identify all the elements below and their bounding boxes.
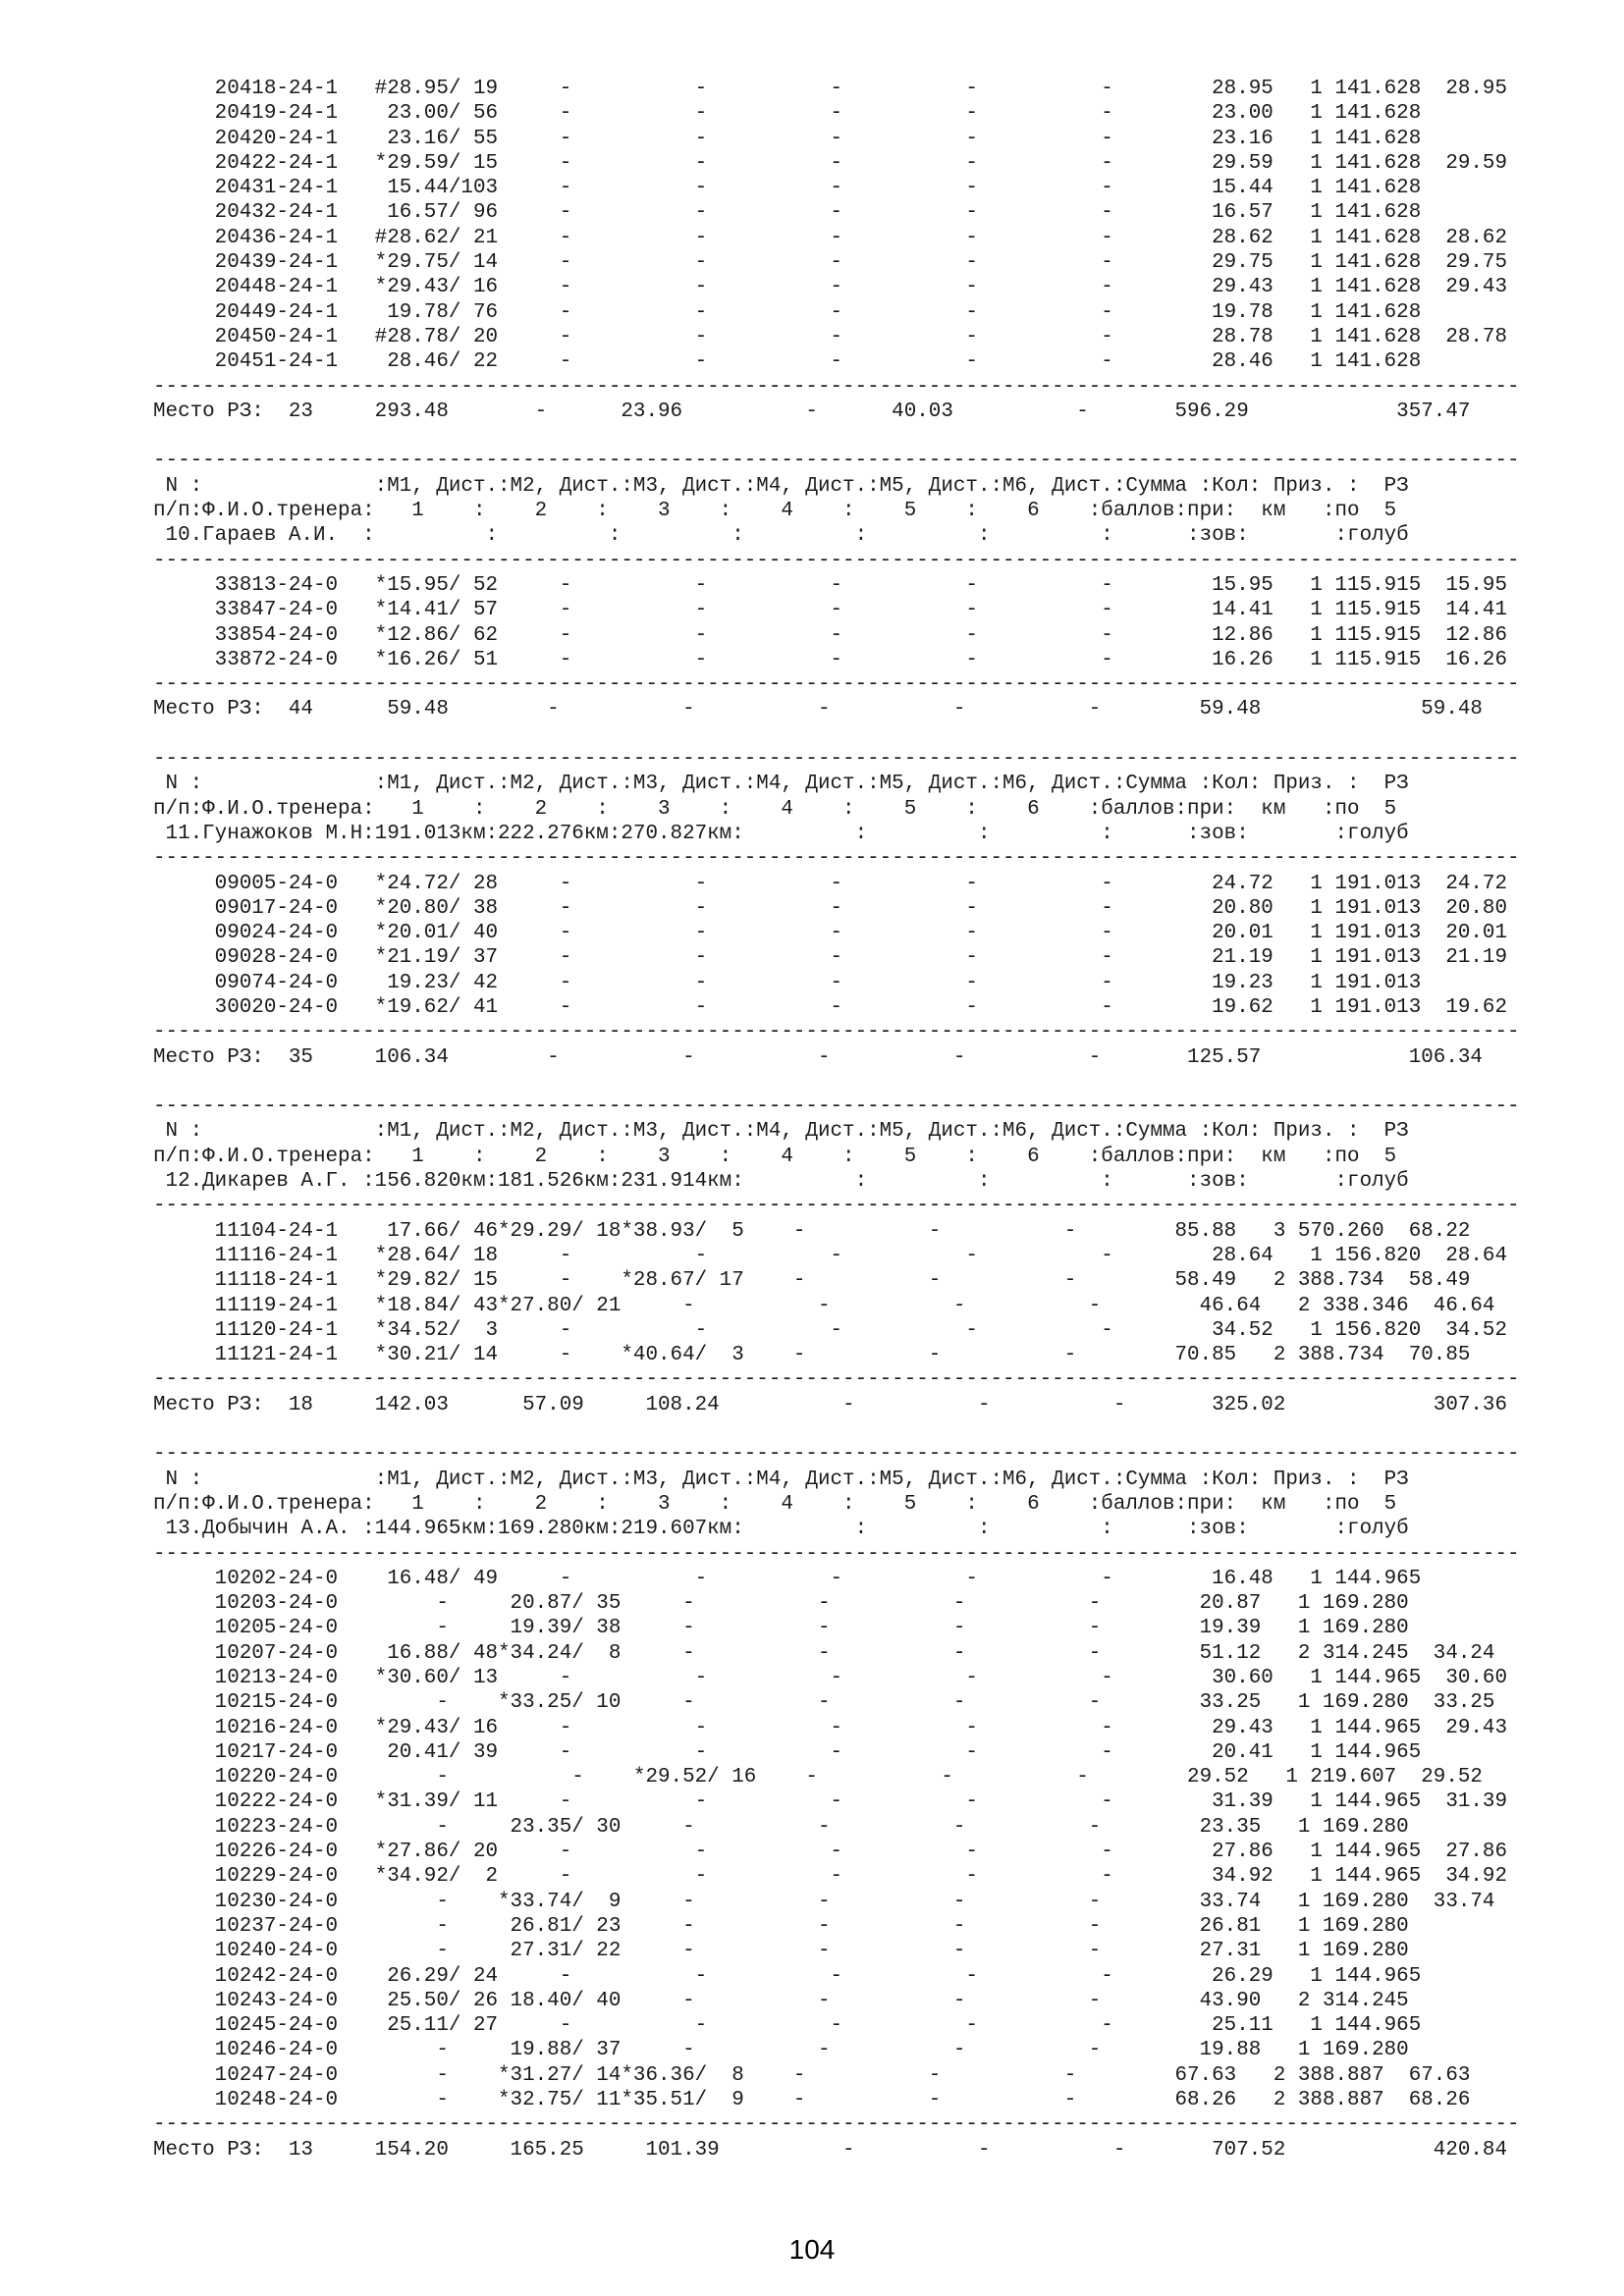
result-row: 10229-24-0 *34.92/ 2 - - - - - 34.92 1 144.965 34.92 xyxy=(153,1865,1508,1889)
result-row: 10213-24-0 *30.60/ 13 - - - - - 30.60 1 144.965 30.60 xyxy=(153,1667,1508,1689)
coach-header-row: 12.Дикарев А.Г. :156.820км:181.526км:231.914км: : : : :зов: :голуб xyxy=(153,1170,1409,1194)
table-header-row: п/п:Ф.И.О.тренера: 1 : 2 : 3 : 4 : 5 : 6 :баллов:при: км :по 5 xyxy=(153,797,1397,821)
result-row: 10220-24-0 - - *29.52/ 16 - - - 29.52 1 219.607 29.52 xyxy=(153,1766,1483,1789)
result-row: 10216-24-0 *29.43/ 16 - - - - - 29.43 1 144.965 29.43 xyxy=(153,1716,1508,1739)
result-row: 10223-24-0 - 23.35/ 30 - - - - 23.35 1 169.280 xyxy=(153,1815,1409,1839)
result-row: 20449-24-1 19.78/ 76 - - - - - 19.78 1 141.628 xyxy=(153,300,1422,324)
result-row: 20448-24-1 *29.43/ 16 - - - - - 29.43 1 141.628 29.43 xyxy=(153,276,1508,299)
result-row: 10240-24-0 - 27.31/ 22 - - - - 27.31 1 169.280 xyxy=(153,1940,1409,1963)
result-row: 11118-24-1 *29.82/ 15 - *28.67/ 17 - - - 58.49 2 388.734 58.49 xyxy=(153,1269,1471,1293)
result-row: 30020-24-0 *19.62/ 41 - - - - - 19.62 1 191.013 19.62 xyxy=(153,995,1508,1019)
table-header-row: п/п:Ф.И.О.тренера: 1 : 2 : 3 : 4 : 5 : 6 :баллов:при: км :по 5 xyxy=(153,500,1397,523)
result-row: 20451-24-1 28.46/ 22 - - - - - 28.46 1 141.628 xyxy=(153,350,1422,374)
result-row: 10205-24-0 - 19.39/ 38 - - - - 19.39 1 169.280 xyxy=(153,1617,1409,1640)
result-row: 11119-24-1 *18.84/ 43*27.80/ 21 - - - - 46.64 2 338.346 46.64 xyxy=(153,1294,1495,1317)
result-row: 09017-24-0 *20.80/ 38 - - - - - 20.80 1 191.013 20.80 xyxy=(153,896,1508,920)
result-row: 09028-24-0 *21.19/ 37 - - - - - 21.19 1 191.013 21.19 xyxy=(153,946,1508,970)
result-row: 20432-24-1 16.57/ 96 - - - - - 16.57 1 141.628 xyxy=(153,201,1422,225)
table-header-row: п/п:Ф.И.О.тренера: 1 : 2 : 3 : 4 : 5 : 6 :баллов:при: км :по 5 xyxy=(153,1492,1397,1516)
summary-row: Место РЗ: 44 59.48 - - - - - 59.48 59.48 xyxy=(153,698,1483,721)
result-row: 10202-24-0 16.48/ 49 - - - - - 16.48 1 144.965 xyxy=(153,1567,1422,1590)
separator-line: --------------------------------------------------------------------------------------------------------------- xyxy=(153,2113,1520,2137)
result-row: 10226-24-0 *27.86/ 20 - - - - - 27.86 1 144.965 27.86 xyxy=(153,1841,1508,1864)
summary-row: Место РЗ: 35 106.34 - - - - - 125.57 106.34 xyxy=(153,1045,1483,1069)
result-row: 09074-24-0 19.23/ 42 - - - - - 19.23 1 191.013 xyxy=(153,971,1422,994)
result-row: 11121-24-1 *30.21/ 14 - *40.64/ 3 - - - 70.85 2 388.734 70.85 xyxy=(153,1344,1471,1367)
separator-line: --------------------------------------------------------------------------------------------------------------- xyxy=(153,847,1520,871)
separator-line: --------------------------------------------------------------------------------------------------------------- xyxy=(153,375,1520,399)
result-row: 10207-24-0 16.88/ 48*34.24/ 8 - - - - 51.12 2 314.245 34.24 xyxy=(153,1641,1495,1665)
result-row: 10246-24-0 - 19.88/ 37 - - - - 19.88 1 169.280 xyxy=(153,2039,1409,2062)
result-row: 33872-24-0 *16.26/ 51 - - - - - 16.26 1 115.915 16.26 xyxy=(153,648,1508,671)
result-row: 10247-24-0 - *31.27/ 14*36.36/ 8 - - - 67.63 2 388.887 67.63 xyxy=(153,2063,1471,2087)
separator-line: --------------------------------------------------------------------------------------------------------------- xyxy=(153,1368,1520,1392)
result-row: 10215-24-0 - *33.25/ 10 - - - - 33.25 1 169.280 33.25 xyxy=(153,1691,1495,1715)
coach-header-row: 10.Гараев А.И. : : : : : : : :зов: :голуб xyxy=(153,524,1409,548)
table-header-row: N : :М1, Дист.:М2, Дист.:М3, Дист.:М4, Дист.:М5, Дист.:М6, Дист.:Сумма :Кол: Приз. : РЗ xyxy=(153,1120,1409,1144)
result-row: 10217-24-0 20.41/ 39 - - - - - 20.41 1 144.965 xyxy=(153,1740,1422,1764)
result-row: 20431-24-1 15.44/103 - - - - - 15.44 1 141.628 xyxy=(153,177,1422,200)
separator-line: --------------------------------------------------------------------------------------------------------------- xyxy=(153,1542,1520,1566)
blank-line xyxy=(153,722,1528,747)
blank-line xyxy=(153,1417,1528,1442)
result-row: 10230-24-0 - *33.74/ 9 - - - - 33.74 1 169.280 33.74 xyxy=(153,1890,1495,1913)
result-row: 11120-24-1 *34.52/ 3 - - - - - 34.52 1 156.820 34.52 xyxy=(153,1318,1508,1342)
summary-row: Место РЗ: 23 293.48 - 23.96 - 40.03 - 596.29 357.47 xyxy=(153,400,1471,423)
result-row: 20420-24-1 23.16/ 55 - - - - - 23.16 1 141.628 xyxy=(153,127,1422,150)
result-row: 10248-24-0 - *32.75/ 11*35.51/ 9 - - - 68.26 2 388.887 68.26 xyxy=(153,2089,1471,2112)
blank-line xyxy=(153,424,1528,449)
separator-line: --------------------------------------------------------------------------------------------------------------- xyxy=(153,673,1520,697)
result-row: 20439-24-1 *29.75/ 14 - - - - - 29.75 1 141.628 29.75 xyxy=(153,251,1508,275)
result-row: 10203-24-0 - 20.87/ 35 - - - - 20.87 1 169.280 xyxy=(153,1592,1409,1616)
result-row: 33854-24-0 *12.86/ 62 - - - - - 12.86 1 115.915 12.86 xyxy=(153,623,1508,647)
table-header-row: N : :М1, Дист.:М2, Дист.:М3, Дист.:М4, Дист.:М5, Дист.:М6, Дист.:Сумма :Кол: Приз. : РЗ xyxy=(153,474,1409,498)
result-row: 20418-24-1 #28.95/ 19 - - - - - 28.95 1 141.628 28.95 xyxy=(153,78,1508,100)
result-row: 10237-24-0 - 26.81/ 23 - - - - 26.81 1 169.280 xyxy=(153,1914,1409,1938)
result-row: 09024-24-0 *20.01/ 40 - - - - - 20.01 1 191.013 20.01 xyxy=(153,922,1508,945)
result-row: 10243-24-0 25.50/ 26 18.40/ 40 - - - - 43.90 2 314.245 xyxy=(153,1989,1409,2012)
separator-line: --------------------------------------------------------------------------------------------------------------- xyxy=(153,1095,1520,1119)
table-header-row: п/п:Ф.И.О.тренера: 1 : 2 : 3 : 4 : 5 : 6 :баллов:при: км :по 5 xyxy=(153,1145,1397,1168)
result-row: 09005-24-0 *24.72/ 28 - - - - - 24.72 1 191.013 24.72 xyxy=(153,872,1508,895)
result-row: 33847-24-0 *14.41/ 57 - - - - - 14.41 1 115.915 14.41 xyxy=(153,599,1508,622)
result-row: 10222-24-0 *31.39/ 11 - - - - - 31.39 1 144.965 31.39 xyxy=(153,1790,1508,1814)
separator-line: --------------------------------------------------------------------------------------------------------------- xyxy=(153,1195,1520,1218)
result-row: 10245-24-0 25.11/ 27 - - - - - 25.11 1 144.965 xyxy=(153,2014,1422,2038)
summary-row: Место РЗ: 18 142.03 57.09 108.24 - - - 325.02 307.36 xyxy=(153,1393,1508,1416)
result-row: 11116-24-1 *28.64/ 18 - - - - - 28.64 1 156.820 28.64 xyxy=(153,1244,1508,1267)
result-row: 11104-24-1 17.66/ 46*29.29/ 18*38.93/ 5 - - - 85.88 3 570.260 68.22 xyxy=(153,1219,1471,1243)
separator-line: --------------------------------------------------------------------------------------------------------------- xyxy=(153,748,1520,772)
result-row: 33813-24-0 *15.95/ 52 - - - - - 15.95 1 115.915 15.95 xyxy=(153,573,1508,597)
page-number: 104 xyxy=(788,2234,836,2265)
coach-header-row: 13.Добычин А.А. :144.965км:169.280км:219.607км: : : : :зов: :голуб xyxy=(153,1518,1409,1541)
result-row: 20419-24-1 23.00/ 56 - - - - - 23.00 1 141.628 xyxy=(153,102,1422,126)
table-header-row: N : :М1, Дист.:М2, Дист.:М3, Дист.:М4, Дист.:М5, Дист.:М6, Дист.:Сумма :Кол: Приз. : РЗ xyxy=(153,773,1409,796)
result-row: 20450-24-1 #28.78/ 20 - - - - - 28.78 1 141.628 28.78 xyxy=(153,325,1508,348)
coach-header-row: 11.Гунажоков М.Н:191.013км:222.276км:270.827км: : : : :зов: :голуб xyxy=(153,822,1409,845)
blank-line xyxy=(153,1070,1528,1095)
table-header-row: N : :М1, Дист.:М2, Дист.:М3, Дист.:М4, Дист.:М5, Дист.:М6, Дист.:Сумма :Кол: Приз. : РЗ xyxy=(153,1468,1409,1491)
result-row: 20422-24-1 *29.59/ 15 - - - - - 29.59 1 141.628 29.59 xyxy=(153,151,1508,175)
summary-row: Место РЗ: 13 154.20 165.25 101.39 - - - 707.52 420.84 xyxy=(153,2138,1508,2162)
separator-line: --------------------------------------------------------------------------------------------------------------- xyxy=(153,1021,1520,1044)
separator-line: --------------------------------------------------------------------------------------------------------------- xyxy=(153,450,1520,473)
separator-line: --------------------------------------------------------------------------------------------------------------- xyxy=(153,1443,1520,1467)
separator-line: --------------------------------------------------------------------------------------------------------------- xyxy=(153,549,1520,572)
results-report xyxy=(153,77,1528,2163)
result-row: 20436-24-1 #28.62/ 21 - - - - - 28.62 1 141.628 28.62 xyxy=(153,226,1508,249)
result-row: 10242-24-0 26.29/ 24 - - - - - 26.29 1 144.965 xyxy=(153,1964,1422,1988)
